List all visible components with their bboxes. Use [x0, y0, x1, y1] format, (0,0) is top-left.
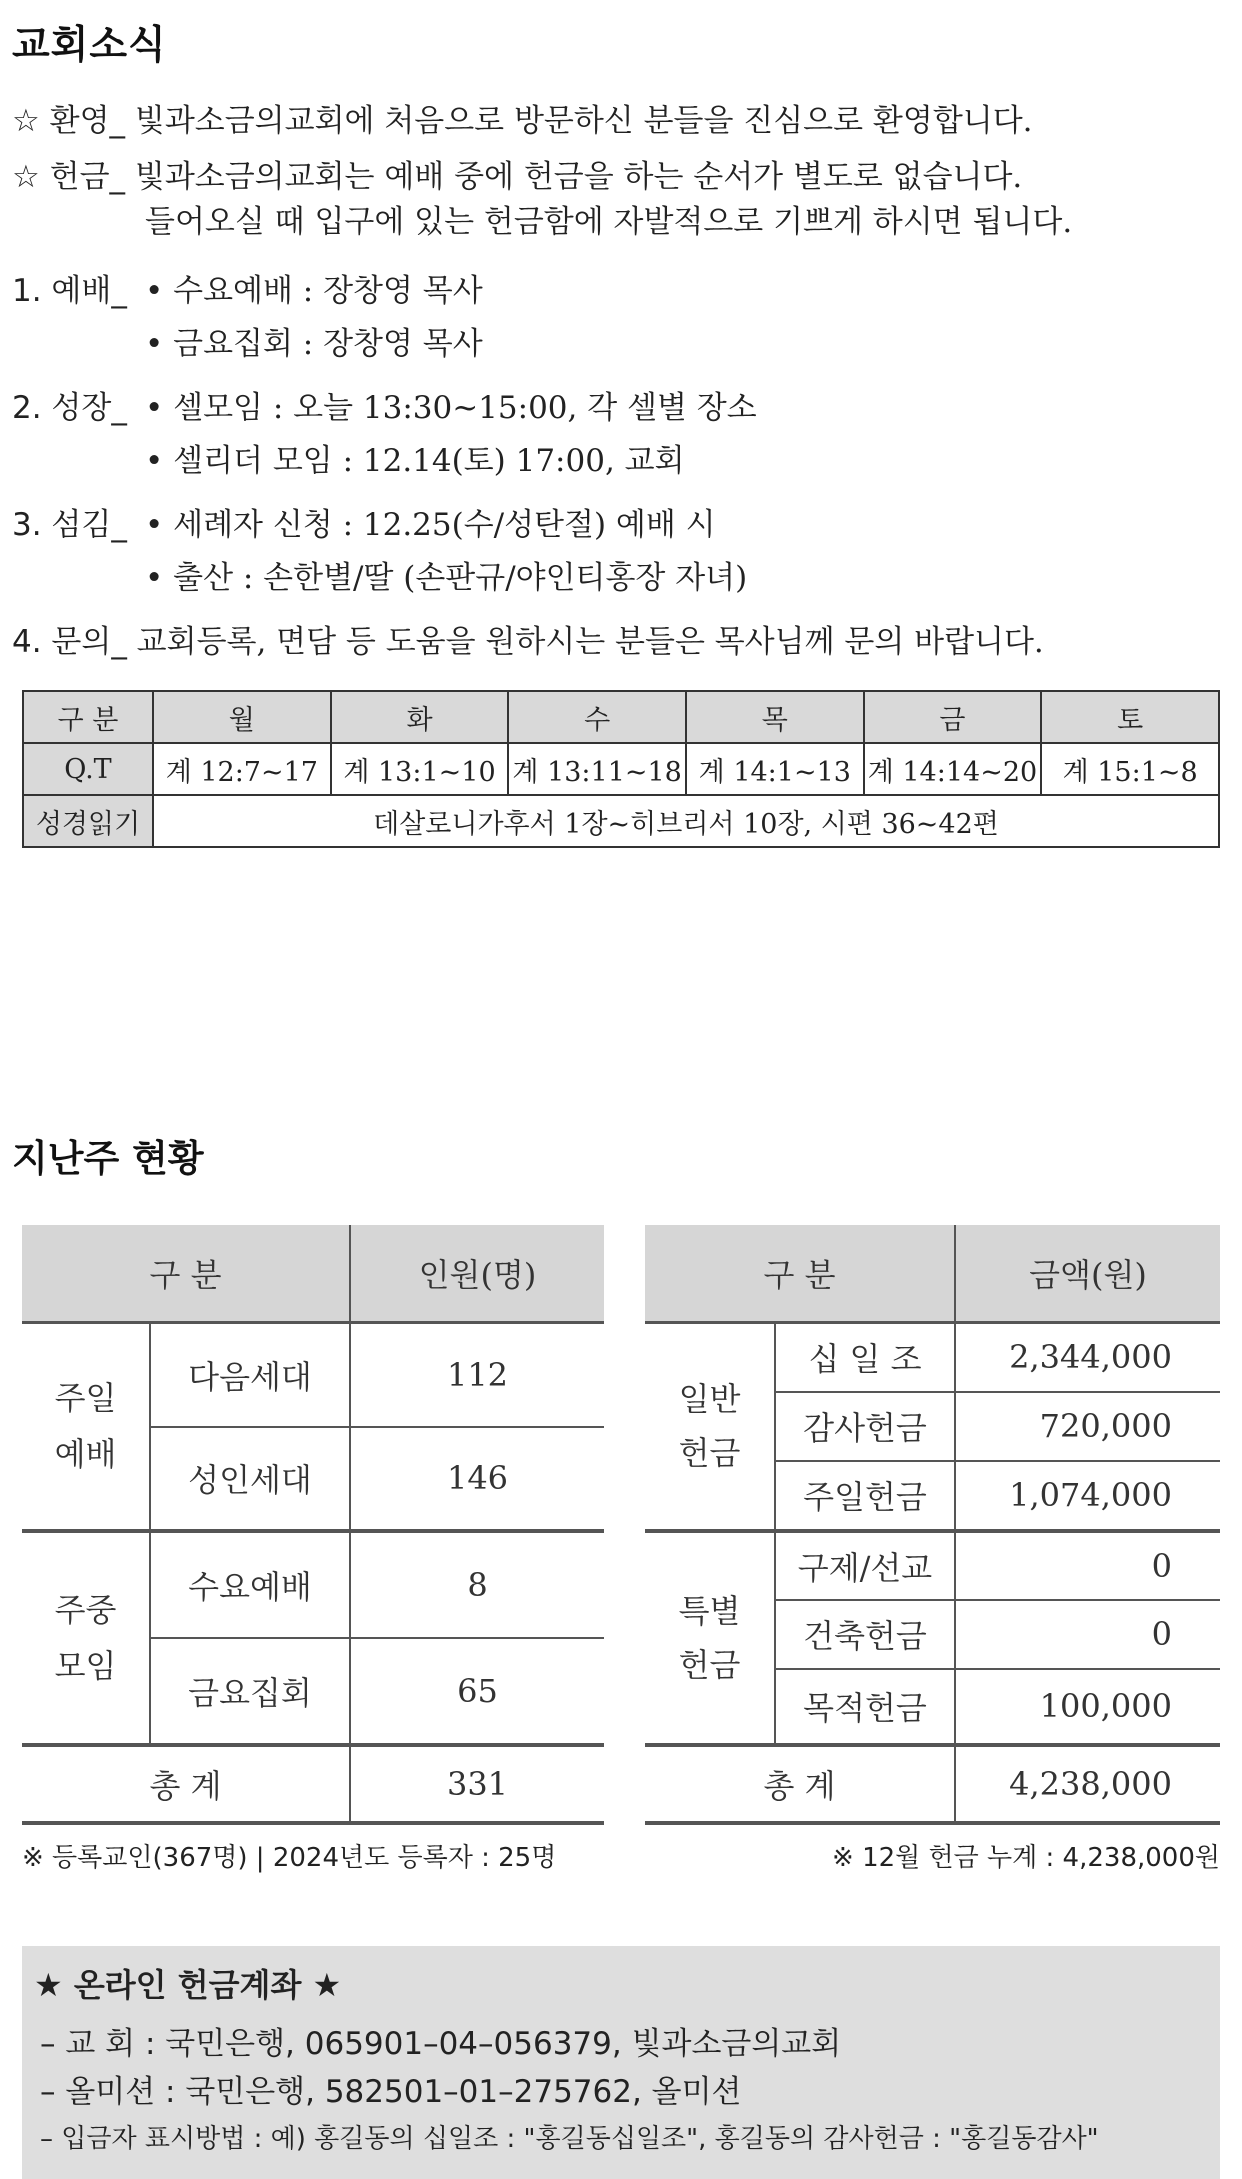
growth-item-cell: • 셀모임 : 오늘 13:30~15:00, 각 셀별 장소 [145, 390, 757, 426]
qt-wed: 계 13:11~18 [508, 743, 686, 795]
offering-label: ☆ 헌금_ [12, 159, 126, 195]
table-row [645, 1745, 1220, 1823]
registration-note: ※ 등록교인(367명) | 2024년도 등록자 : 25명 [22, 1843, 557, 1873]
depositor-method: – 입금자 표시방법 : 예) 홍길동의 십일조 : "홍길동십일조", 홍길동의 감사헌금 : "홍길동감사" [40, 2124, 1099, 2154]
qt-tue: 계 13:1~10 [331, 743, 509, 795]
offering-cumulative-note: ※ 12월 헌금 누계 : 4,238,000원 [832, 1843, 1220, 1873]
bible-range: 데살로니가후서 1장~히브리서 10장, 시편 36~42편 [153, 795, 1219, 847]
qt-label: Q.T [23, 743, 153, 795]
qt-header-category: 구 분 [23, 691, 153, 743]
welcome-label: ☆ 환영_ [12, 103, 126, 139]
qt-mon: 계 12:7~17 [153, 743, 331, 795]
building-label: 건축헌금 [775, 1600, 955, 1669]
qt-header-mon: 월 [153, 691, 331, 743]
qt-header-sat: 토 [1041, 691, 1219, 743]
growth-item-leader: • 셀리더 모임 : 12.14(토) 17:00, 교회 [145, 443, 685, 479]
qt-fri: 계 14:14~20 [864, 743, 1042, 795]
qt-header-row [23, 691, 1219, 743]
qt-row [23, 743, 1219, 795]
fri-meeting-label: 금요집회 [150, 1638, 350, 1745]
worship-item-fri: • 금요집회 : 장창영 목사 [145, 326, 483, 362]
adult-label: 성인세대 [150, 1427, 350, 1531]
attendance-header-count: 인원(명) [350, 1225, 604, 1323]
attendance-total: 331 [350, 1745, 604, 1823]
wed-service-count: 8 [350, 1531, 604, 1638]
table-row [22, 1745, 604, 1823]
purpose-label: 목적헌금 [775, 1669, 955, 1745]
sunday-worship-label: 주일 예배 [22, 1323, 150, 1531]
online-offering-title: ★ 온라인 헌금계좌 ★ [34, 1966, 342, 2004]
offering-line [12, 151, 1022, 196]
serve-line [12, 499, 127, 544]
offering-header-category: 구 분 [645, 1225, 955, 1323]
purpose-amount: 100,000 [955, 1669, 1220, 1745]
growth-line [12, 382, 127, 427]
qt-thu: 계 14:1~13 [686, 743, 864, 795]
thanks-label: 감사헌금 [775, 1392, 955, 1461]
table-row [22, 1531, 604, 1638]
qt-sat: 계 15:1~8 [1041, 743, 1219, 795]
growth-label: 2. 성장_ [12, 390, 127, 426]
inquiry-text: 교회등록, 면담 등 도움을 원하시는 분들은 목사님께 문의 바랍니다. [126, 624, 1044, 660]
qt-header-wed: 수 [508, 691, 686, 743]
offering-text1: 빛과소금의교회는 예배 중에 헌금을 하는 순서가 별도로 없습니다. [125, 159, 1023, 195]
qt-header-fri: 금 [864, 691, 1042, 743]
wed-service-label: 수요예배 [150, 1531, 350, 1638]
church-account: – 교 회 : 국민은행, 065901–04–056379, 빛과소금의교회 [40, 2026, 842, 2062]
table-row [645, 1323, 1220, 1392]
next-gen-count: 112 [350, 1323, 604, 1427]
welcome-text: 빛과소금의교회에 처음으로 방문하신 분들을 진심으로 환영합니다. [125, 103, 1033, 139]
relief-label: 구제/선교 [775, 1531, 955, 1600]
bible-label: 성경읽기 [23, 795, 153, 847]
serve-item-baptism: • 세례자 신청 : 12.25(수/성탄절) 예배 시 [145, 507, 716, 543]
bible-row [23, 795, 1219, 847]
attendance-total-label: 총 계 [22, 1745, 350, 1823]
worship-item-wed: • 수요예배 : 장창영 목사 [145, 273, 483, 309]
general-offering-label: 일반 헌금 [645, 1323, 775, 1531]
table-row [22, 1323, 604, 1427]
inquiry-line [12, 616, 1044, 661]
attendance-header [22, 1225, 604, 1323]
table-row [645, 1531, 1220, 1600]
tithe-label: 십 일 조 [775, 1323, 955, 1392]
attendance-header-category: 구 분 [22, 1225, 350, 1323]
relief-amount: 0 [955, 1531, 1220, 1600]
status-title: 지난주 현황 [12, 1137, 204, 1180]
worship-line [12, 265, 127, 310]
offering-header [645, 1225, 1220, 1323]
attendance-table [22, 1225, 604, 1825]
qt-header-tue: 화 [331, 691, 509, 743]
next-gen-label: 다음세대 [150, 1323, 350, 1427]
offering-text2: 들어오실 때 입구에 있는 헌금함에 자발적으로 기쁘게 하시면 됩니다. [145, 204, 1073, 240]
sunday-offering-amount: 1,074,000 [955, 1461, 1220, 1531]
fri-meeting-count: 65 [350, 1638, 604, 1745]
worship-label: 1. 예배_ [12, 273, 127, 309]
thanks-amount: 720,000 [955, 1392, 1220, 1461]
sunday-offering-label: 주일헌금 [775, 1461, 955, 1531]
building-amount: 0 [955, 1600, 1220, 1669]
offering-total-label: 총 계 [645, 1745, 955, 1823]
tithe-amount: 2,344,000 [955, 1323, 1220, 1392]
weekday-meeting-label: 주중 모임 [22, 1531, 150, 1745]
serve-label: 3. 섬김_ [12, 507, 127, 543]
special-offering-label: 특별 헌금 [645, 1531, 775, 1745]
offering-header-amount: 금액(원) [955, 1225, 1220, 1323]
offering-total: 4,238,000 [955, 1745, 1220, 1823]
offering-table [645, 1225, 1220, 1825]
qt-table [22, 690, 1220, 848]
inquiry-label: 4. 문의_ [12, 624, 127, 660]
welcome-line [12, 95, 1033, 140]
news-title: 교회소식 [12, 23, 167, 68]
mission-account: – 올미션 : 국민은행, 582501–01–275762, 올미션 [40, 2074, 742, 2110]
qt-header-thu: 목 [686, 691, 864, 743]
adult-count: 146 [350, 1427, 604, 1531]
serve-item-birth: • 출산 : 손한별/딸 (손판규/야인티홍장 자녀) [145, 560, 748, 596]
